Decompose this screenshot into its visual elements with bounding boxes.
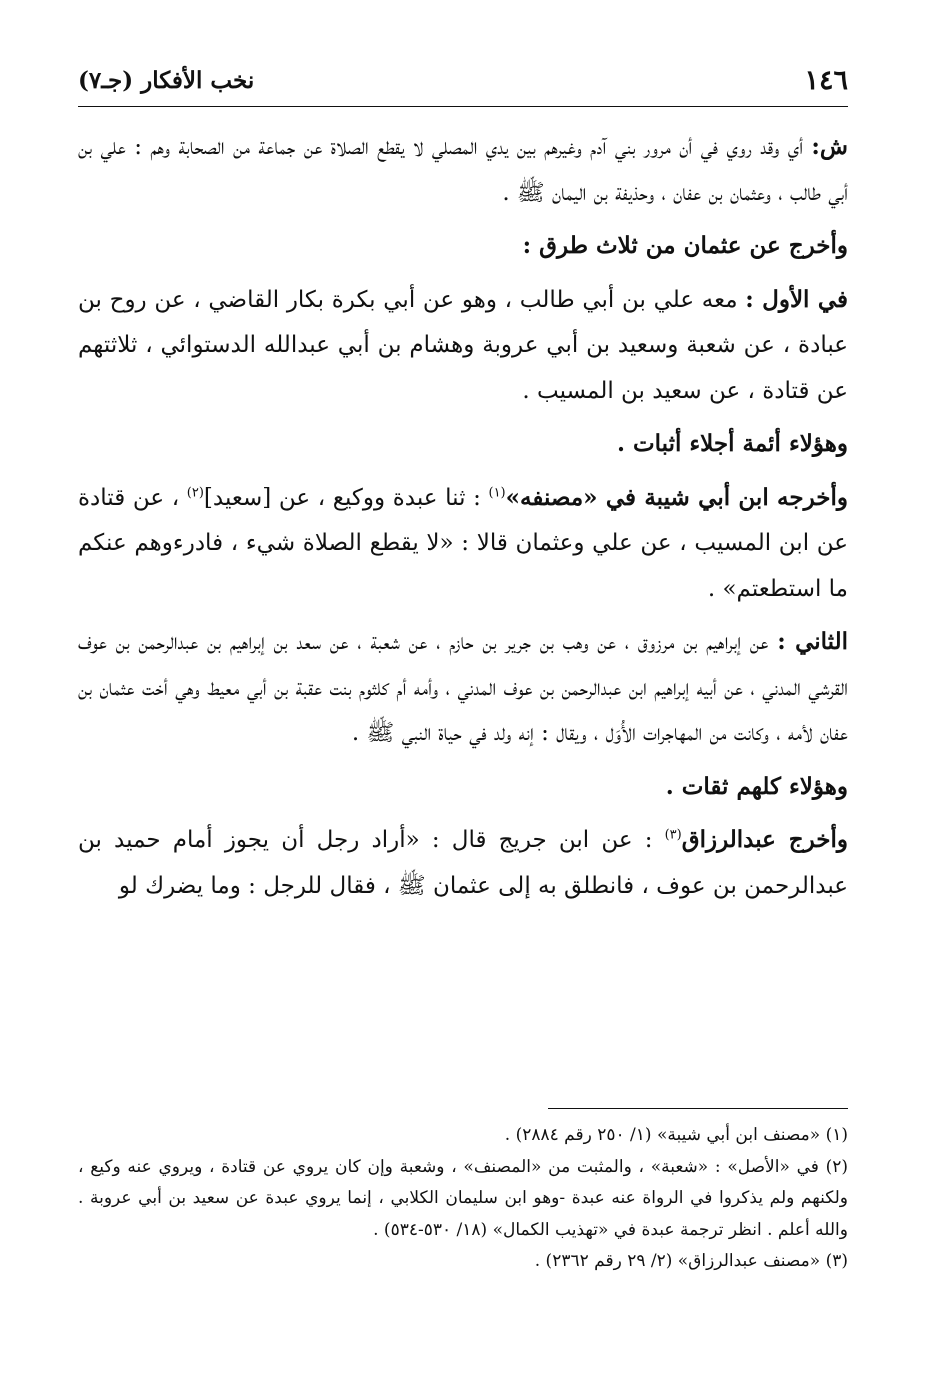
paragraph-text: معه علي بن أبي طالب ، وهو عن أبي بكرة بكار القاضي ، عن روح بن عبادة ، عن شعبة وسعيد بن أبي عروبة وهشام بن أبي عبدالله الدستوائي ، ثلاثتهم عن قتادة ، عن سعيد بن المسيب .	[78, 286, 848, 404]
paragraph-second-route	[78, 619, 848, 757]
first-route-label: في الأول :	[745, 285, 849, 313]
footnote-3: (٣) «مصنف عبدالرزاق» (٢/ ٢٩ رقم ٢٣٦٢) .	[534, 1251, 848, 1271]
page-header	[78, 58, 848, 102]
paragraph-abdurrazzaq	[78, 817, 848, 909]
footnote-ref-1[interactable]: (١)	[488, 484, 506, 500]
trust-note: وهؤلاء كلهم ثقات .	[665, 772, 848, 800]
section-heading: وأخرج عن عثمان من ثلاث طرق :	[522, 232, 848, 259]
header-divider	[78, 106, 848, 107]
footnote-ref-3[interactable]: (٣)	[664, 827, 682, 843]
paragraph-text: عن إبراهيم بن مرزوق ، عن وهب بن جرير بن حازم ، عن شعبة ، عن سعد بن إبراهيم بن عبدالرحمن بن عوف القرشي المدني ، عن أبيه إبراهيم ابن عبدالرحمن بن عوف المدني ، وأمه أم كلثوم بنت عقبة بن أبي معيط وهي أخت عثمان بن عفان لأمه ، وكانت من المهاجرات الأُوَل ، ويقال : إنه ولد في حياة النبي ﷺ .	[78, 629, 848, 746]
paragraph-note	[78, 421, 848, 468]
narrators-note: وهؤلاء أئمة أجلاء أثبات .	[616, 430, 848, 457]
book-title: نخب الأفكار (جـ٧)	[78, 66, 255, 94]
paragraph-first-route	[78, 277, 848, 415]
footnote-2: (٢) في «الأصل» : «شعبة» ، والمثبت من «المصنف» ، وشعبة وإن كان يروي عن قتادة ، ويروي عنه وكيع ، ولكنهم ولم يذكروا في الرواة عنه عبدة -وهو ابن سليمان الكلابي ، إنما يروي عبدة عن سعيد بن أبي عروبة . والله أعلم . انظر ترجمة عبدة في «تهذيب الكمال» (١٨/ ٥٣٠-٥٣٤) .	[78, 1156, 848, 1240]
paragraph-heading	[78, 223, 848, 270]
commentary-label: ش:	[811, 133, 848, 160]
footnote-divider	[548, 1108, 848, 1109]
footnote-1: (١) «مصنف ابن أبي شيبة» (١/ ٢٥٠ رقم ٢٨٨٤) .	[504, 1125, 848, 1145]
main-text	[78, 124, 848, 909]
page-number: ١٤٦	[804, 64, 848, 96]
paragraph-commentary	[78, 124, 848, 216]
ibn-abi-shaybah-label: وأخرجه ابن أبي شيبة في «مصنفه»	[505, 483, 848, 511]
abdurrazzaq-label: وأخرج عبدالرزاق	[681, 826, 848, 853]
paragraph-text: : عن ابن جريج قال : «أراد رجل أن يجوز أمام حميد بن عبدالرحمن بن عوف ، فانطلق به إلى عثمان ﷺ ، فقال للرجل : وما يضرك لو	[78, 827, 848, 899]
paragraph-text: ، عن قتادة عن ابن المسيب ، عن علي وعثمان قالا : «لا يقطع الصلاة شيء ، فادرءوهم عنكم ما استطعتم» .	[78, 484, 848, 602]
paragraph-text: : ثنا عبدة ووكيع ، عن [سعيد]	[203, 484, 481, 511]
footnote-ref-2[interactable]: (٢)	[186, 484, 204, 500]
second-route-label: الثاني :	[777, 628, 849, 655]
footnotes	[78, 1120, 848, 1278]
paragraph-text: أي وقد روي في أن مرور بني آدم وغيرهم بين يدي المصلي لا يقطع الصلاة عن جماعة من الصحابة وهم : علي بن أبي طالب ، وعثمان بن عفان ، وحذيفة بن اليمان ﷺ .	[78, 134, 848, 206]
paragraph-note	[78, 764, 848, 811]
paragraph-ibn-abi-shaybah	[78, 475, 848, 613]
